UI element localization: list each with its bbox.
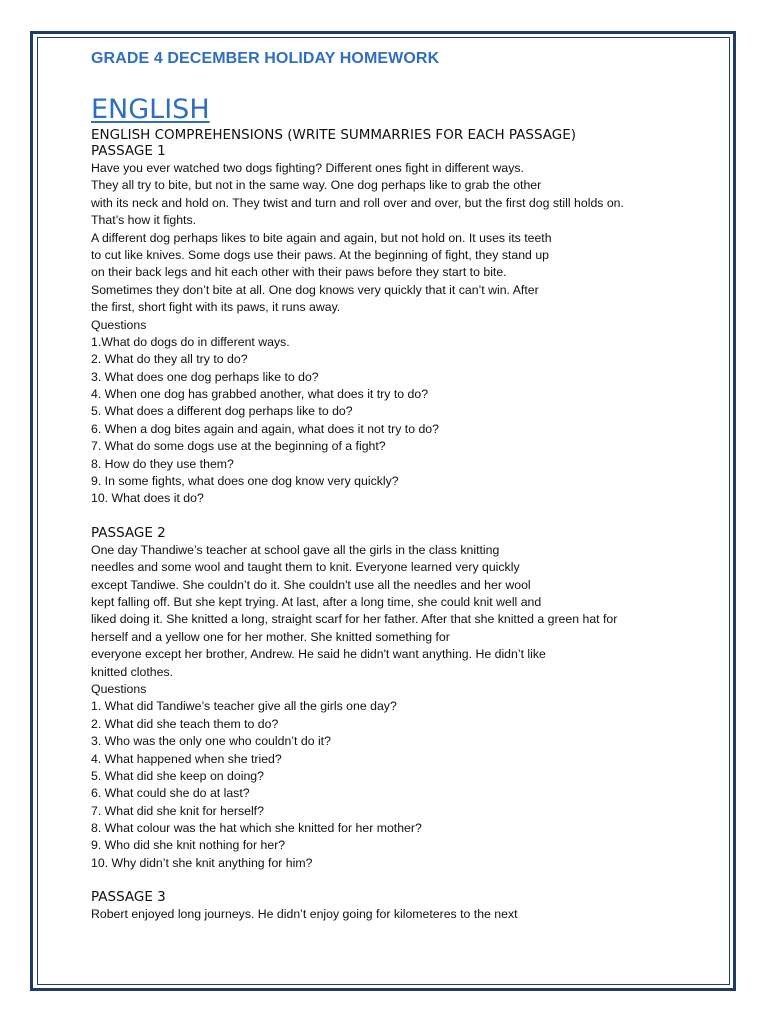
passage-heading: PASSAGE 2 [91,524,166,541]
passage-line: Have you ever watched two dogs fighting? Different ones fight in different ways. [91,161,524,175]
blank-line [91,508,721,525]
questions-label: Questions [91,317,147,332]
passage-line: on their back legs and hit each other with their paws before they start to bite. [91,265,507,280]
question-item: 2. What did she teach them to do? [91,716,279,731]
passage-line: with its neck and hold on. They twist and turn and roll over and over, but the first dog still holds on. [91,195,624,210]
question-item: 4. When one dog has grabbed another, what does it try to do? [91,387,429,402]
document-body [91,47,721,924]
question-item: 2. What do they all try to do? [91,352,248,367]
passage-line: liked doing it. She knitted a long, straight scarf for her father. After that she knitted a green hat for [91,612,618,627]
passage-line: the first, short fight with its paws, it runs away. [91,300,341,315]
passage-2 [91,525,721,872]
section-instruction: ENGLISH COMPREHENSIONS (WRITE SUMMARRIES FOR EACH PASSAGE) [91,127,577,143]
passage-3 [91,889,721,923]
questions-label: Questions [91,681,147,696]
passage-line: Robert enjoyed long journeys. He didn’t enjoy going for kilometeres to the next [91,907,518,922]
question-item: 8. How do they use them? [91,456,234,471]
passage-heading: PASSAGE 1 [91,143,166,159]
question-item: 7. What did she knit for herself? [91,803,264,818]
passage-line: They all try to bite, but not in the same way. One dog perhaps like to grab the other [91,178,542,193]
question-item: 10. What does it do? [91,491,204,506]
passage-line: except Tandiwe. She couldn’t do it. She couldn't use all the needles and her wool [91,577,531,592]
question-item: 3. Who was the only one who couldn’t do it? [91,734,331,749]
question-item: 3. What does one dog perhaps like to do? [91,369,319,384]
question-item: 10. Why didn’t she knit anything for him? [91,855,313,870]
question-item: 8. What colour was the hat which she knitted for her mother? [91,821,422,836]
passage-1 [91,143,721,508]
blank-line [91,872,721,889]
passage-line: One day Thandiwe’s teacher at school gave all the girls in the class knitting [91,542,500,557]
question-item: 7. What do some dogs use at the beginning of a fight? [91,439,386,454]
passage-line: Sometimes they don’t bite at all. One dog knows very quickly that it can’t win. After [91,282,539,297]
passage-line: That’s how it fights. [91,213,197,228]
document-title: GRADE 4 DECEMBER HOLIDAY HOMEWORK [91,50,440,67]
subject-heading: ENGLISH [91,94,210,125]
question-item: 5. What does a different dog perhaps like to do? [91,404,353,419]
question-item: 6. What could she do at last? [91,786,250,801]
question-item: 5. What did she keep on doing? [91,768,264,783]
passage-line: needles and some wool and taught them to knit. Everyone learned very quickly [91,560,520,575]
passage-line: kept falling off. But she kept trying. At last, after a long time, she could knit well and [91,594,542,609]
passage-line: knitted clothes. [91,664,174,679]
question-item: 1. What did Tandiwe’s teacher give all the girls one day? [91,699,397,714]
passage-line: to cut like knives. Some dogs use their paws. At the beginning of fight, they stand up [91,247,549,262]
question-item: 9. Who did she knit nothing for her? [91,838,286,853]
passage-line: herself and a yellow one for her mother. She knitted something for [91,629,450,644]
passage-line: everyone except her brother, Andrew. He said he didn't want anything. He didn’t like [91,647,546,662]
question-item: 1.What do dogs do in different ways. [91,334,290,349]
question-item: 4. What happened when she tried? [91,751,282,766]
passage-line: A different dog perhaps likes to bite again and again, but not hold on. It uses its teeth [91,230,552,245]
question-item: 9. In some fights, what does one dog know very quickly? [91,474,399,489]
passage-heading: PASSAGE 3 [91,889,166,906]
question-item: 6. When a dog bites again and again, what does it not try to do? [91,421,439,436]
